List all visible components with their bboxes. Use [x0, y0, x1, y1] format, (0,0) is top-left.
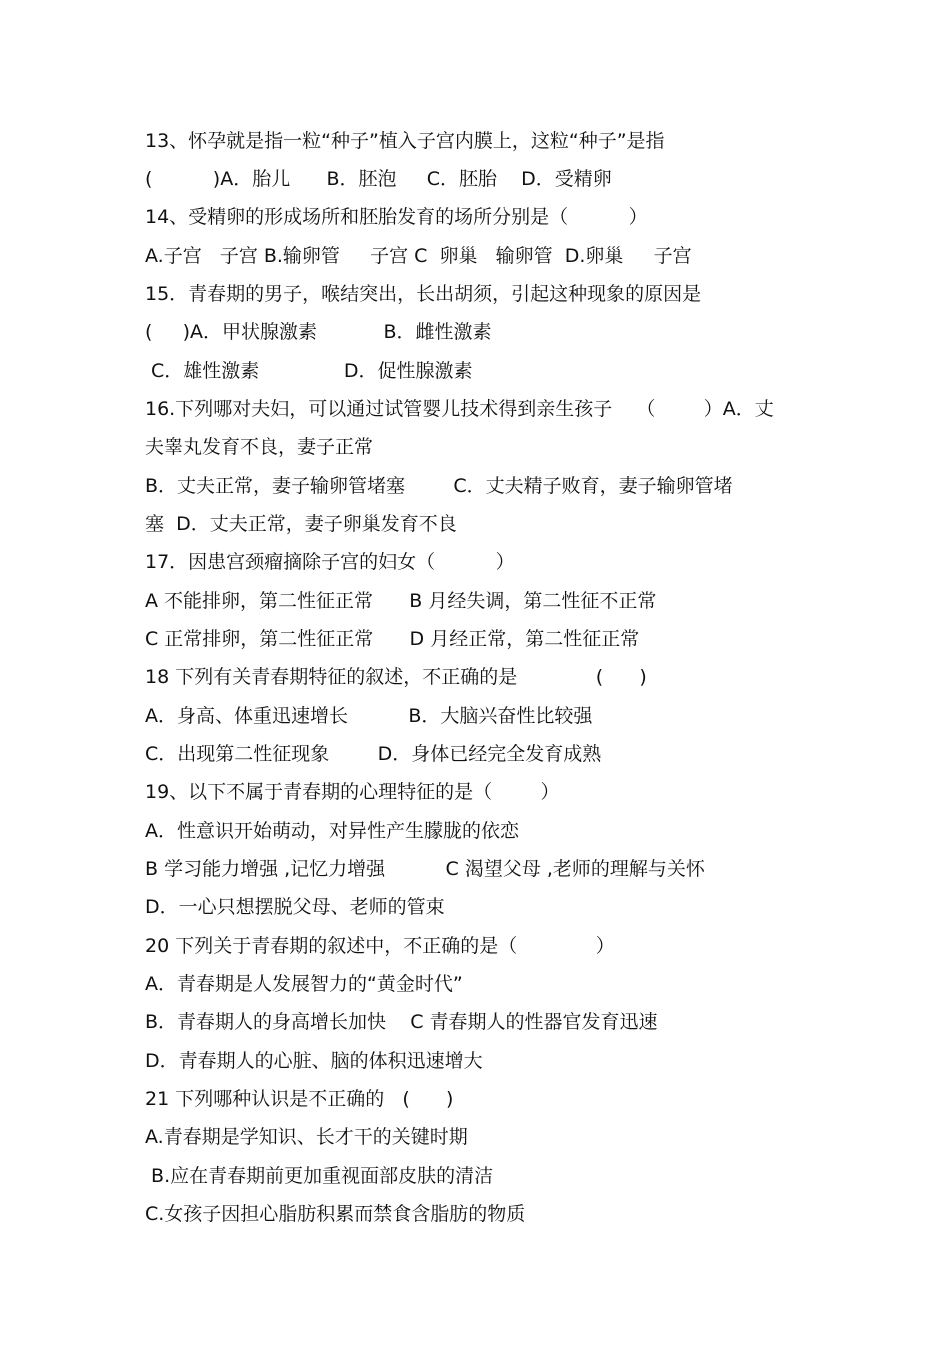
- q18-stem-line: 18 下列有关青春期特征的叙述，不正确的是 ( ): [145, 666, 647, 688]
- q14-stem-line: 14、受精卵的形成场所和胚胎发育的场所分别是（ ）: [145, 206, 648, 228]
- q13-options-line: ( )A．胎儿 B．胚泡 C．胚胎 D．受精卵: [145, 168, 612, 190]
- q16-stem-line-1: 16.下列哪对夫妇，可以通过试管婴儿技术得到亲生孩子 （ ）A．丈: [145, 398, 774, 420]
- q16-options-line-2: 塞 D．丈夫正常，妻子卵巢发育不良: [145, 513, 457, 535]
- q18-options-line-2: C．出现第二性征现象 D．身体已经完全发育成熟: [145, 743, 602, 765]
- q17-stem-line: 17．因患宫颈瘤摘除子宫的妇女（ ）: [145, 551, 515, 573]
- q19-stem-line: 19、以下不属于青春期的心理特征的是（ ）: [145, 781, 560, 803]
- q19-option-bc-line: B 学习能力增强 ,记忆力增强 C 渴望父母 ,老师的理解与关怀: [145, 858, 705, 880]
- q15-stem-line: 15．青春期的男子，喉结突出，长出胡须，引起这种现象的原因是: [145, 283, 702, 305]
- q20-option-a-line: A．青春期是人发展智力的“黄金时代”: [145, 973, 463, 995]
- q21-option-b-line: B.应在青春期前更加重视面部皮肤的清洁: [145, 1165, 494, 1187]
- q21-option-c-line: C.女孩子因担心脂肪积累而禁食含脂肪的物质: [145, 1203, 526, 1225]
- q16-stem-line-2: 夫睾丸发育不良，妻子正常: [145, 436, 374, 458]
- q20-option-bc-line: B．青春期人的身高增长加快 C 青春期人的性器官发育迅速: [145, 1011, 658, 1033]
- q21-option-a-line: A.青春期是学知识、长才干的关键时期: [145, 1126, 468, 1148]
- q18-options-line-1: A．身高、体重迅速增长 B．大脑兴奋性比较强: [145, 705, 593, 727]
- q16-options-line-1: B．丈夫正常，妻子输卵管堵塞 C．丈夫精子败育，妻子输卵管堵: [145, 475, 733, 497]
- q15-options-line-1: ( )A．甲状腺激素 B．雌性激素: [145, 321, 492, 343]
- q20-stem-line: 20 下列关于青春期的叙述中，不正确的是（ ）: [145, 935, 615, 957]
- q13-stem-line-1: 13、怀孕就是指一粒“种子”植入子宫内膜上，这粒“种子”是指: [145, 130, 665, 152]
- q15-options-line-2: C．雄性激素 D．促性腺激素: [145, 360, 473, 382]
- q19-option-d-line: D．一心只想摆脱父母、老师的管束: [145, 896, 445, 918]
- q17-options-line-1: A 不能排卵，第二性征正常 B 月经失调，第二性征不正常: [145, 590, 657, 612]
- q14-options-line: A.子宫 子宫 B.输卵管 子宫 C 卵巢 输卵管 D.卵巢 子宫: [145, 245, 692, 267]
- q21-stem-line: 21 下列哪种认识是不正确的 ( ): [145, 1088, 454, 1110]
- q17-options-line-2: C 正常排卵，第二性征正常 D 月经正常，第二性征正常: [145, 628, 640, 650]
- q20-option-d-line: D．青春期人的心脏、脑的体积迅速增大: [145, 1050, 483, 1072]
- q19-option-a-line: A．性意识开始萌动，对异性产生朦胧的依恋: [145, 820, 519, 842]
